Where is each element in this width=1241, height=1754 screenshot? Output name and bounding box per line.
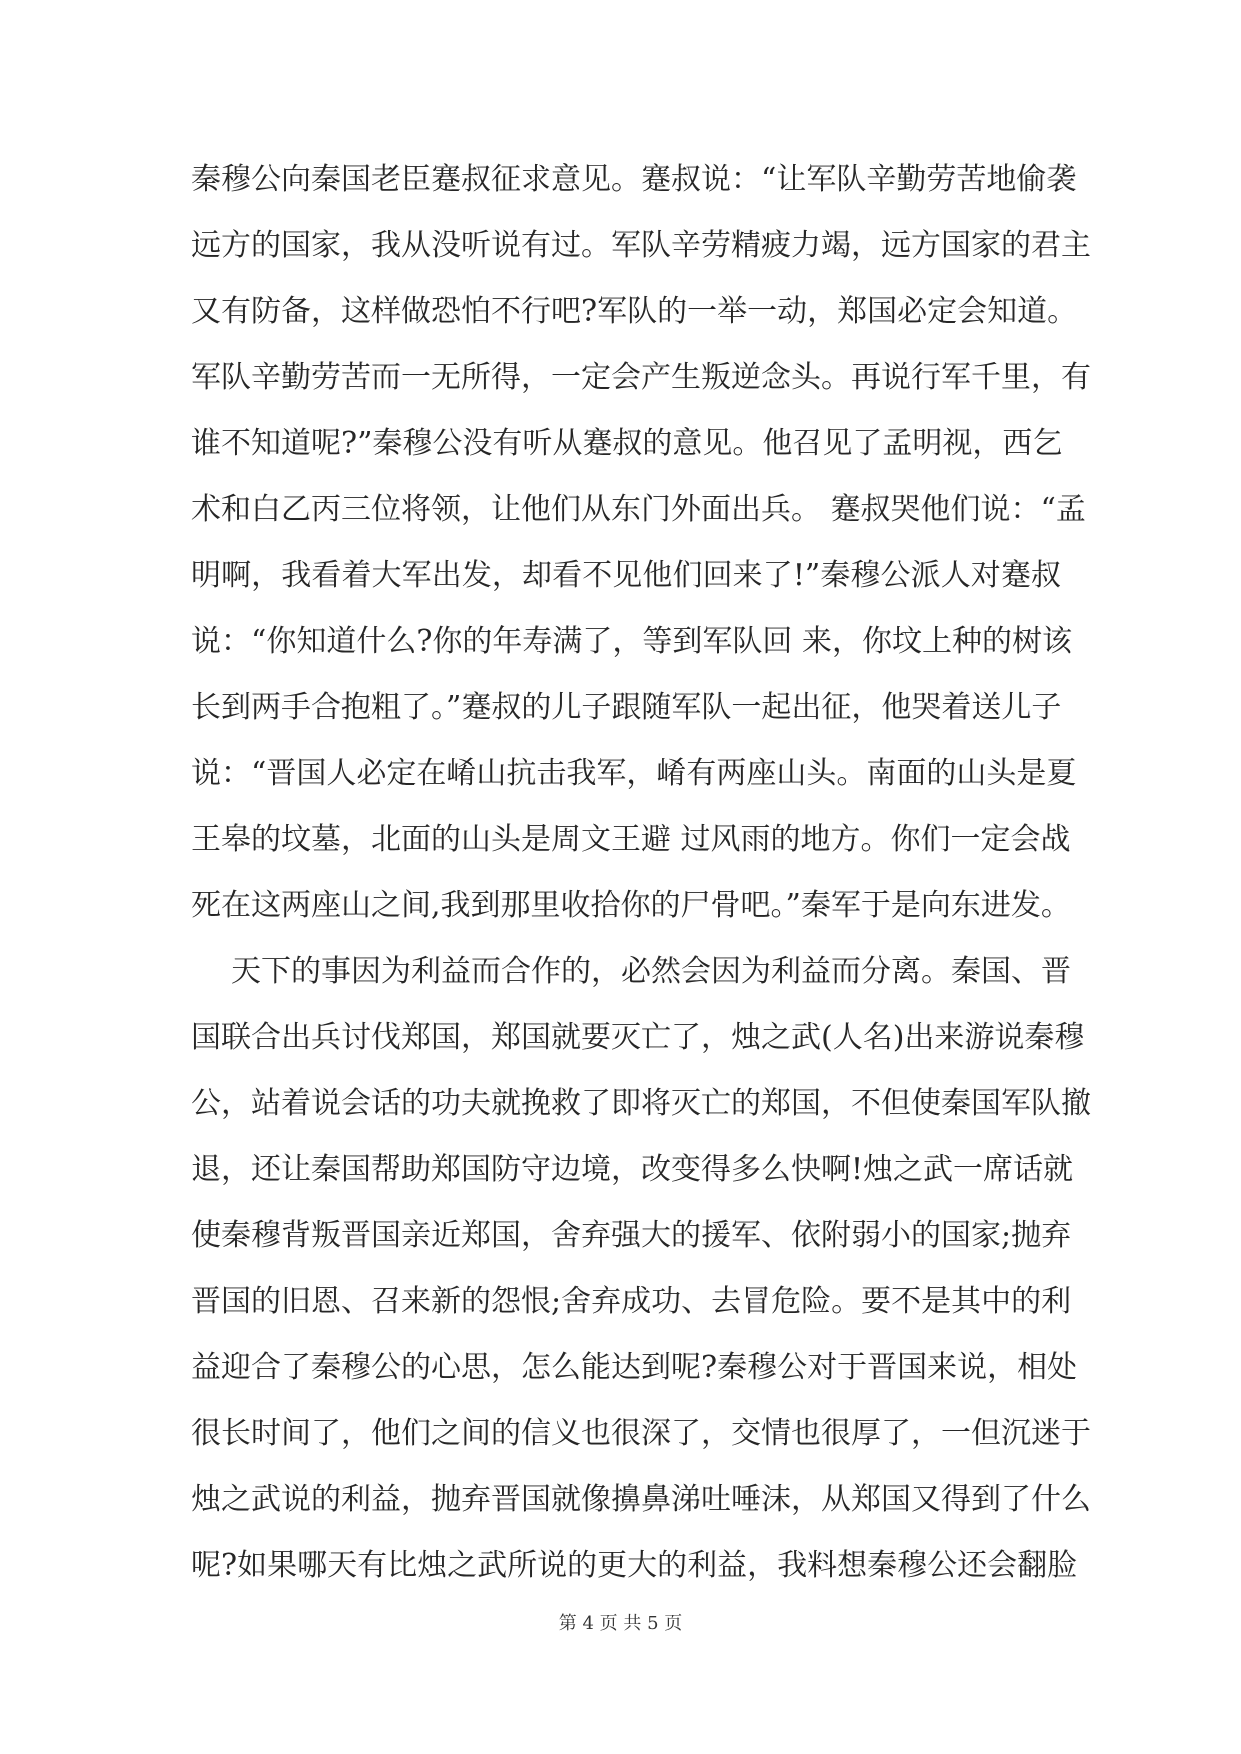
text-line: 很长时间了，他们之间的信义也很深了，交情也很厚了，一但沉迷于 [191,1416,1091,1451]
text-line: 远方的国家，我从没听说有过。军队辛劳精疲力竭，远方国家的君主 [191,228,1091,263]
text-line: 国联合出兵讨伐郑国，郑国就要灭亡了，烛之武(人名)出来游说秦穆 [191,1020,1085,1055]
text-line: 谁不知道呢?”秦穆公没有听从蹇叔的意见。他召见了孟明视，西乞 [191,426,1063,461]
paragraph-first-line: 天下的事因为利益而合作的，必然会因为利益而分离。秦国、晋 [231,954,1071,989]
text-line: 明啊，我看着大军出发，却看不见他们回来了!”秦穆公派人对蹇叔 [191,558,1061,593]
text-line: 术和白乙丙三位将领，让他们从东门外面出兵。 蹇叔哭他们说：“孟 [191,492,1086,527]
text-line: 死在这两座山之间,我到那里收拾你的尸骨吧。”秦军于是向东进发。 [191,888,1071,923]
text-line: 使秦穆背叛晋国亲近郑国，舍弃强大的援军、依附弱小的国家;抛弃 [191,1218,1072,1253]
text-line: 呢?如果哪天有比烛之武所说的更大的利益，我料想秦穆公还会翻脸 [191,1548,1078,1583]
text-line: 公，站着说会话的功夫就挽救了即将灭亡的郑国，不但使秦国军队撤 [191,1086,1091,1121]
text-line: 益迎合了秦穆公的心思，怎么能达到呢?秦穆公对于晋国来说，相处 [191,1350,1078,1385]
text-line: 王皋的坟墓，北面的山头是周文王避 过风雨的地方。你们一定会战 [191,822,1071,857]
text-line: 说：“晋国人必定在崤山抗击我军，崤有两座山头。南面的山头是夏 [191,756,1077,791]
text-line: 烛之武说的利益，抛弃晋国就像擤鼻涕吐唾沫，从郑国又得到了什么 [191,1482,1091,1517]
text-line: 晋国的旧恩、召来新的怨恨;舍弃成功、去冒危险。要不是其中的利 [191,1284,1072,1319]
text-line: 说：“你知道什么?你的年寿满了，等到军队回 来，你坟上种的树该 [191,624,1072,659]
text-line: 军队辛勤劳苦而一无所得，一定会产生叛逆念头。再说行军千里，有 [191,360,1091,395]
page-number-footer: 第 4 页 共 5 页 [558,1613,683,1634]
body-text [191,147,1091,1599]
text-line: 秦穆公向秦国老臣蹇叔征求意见。蹇叔说：“让军队辛勤劳苦地偷袭 [191,162,1077,197]
text-line: 长到两手合抱粗了。”蹇叔的儿子跟随军队一起出征，他哭着送儿子 [191,690,1062,725]
text-line: 退，还让秦国帮助郑国防守边境，改变得多么快啊!烛之武一席话就 [191,1152,1074,1187]
text-line: 又有防备，这样做恐怕不行吧?军队的一举一动，郑国必定会知道。 [191,294,1078,329]
